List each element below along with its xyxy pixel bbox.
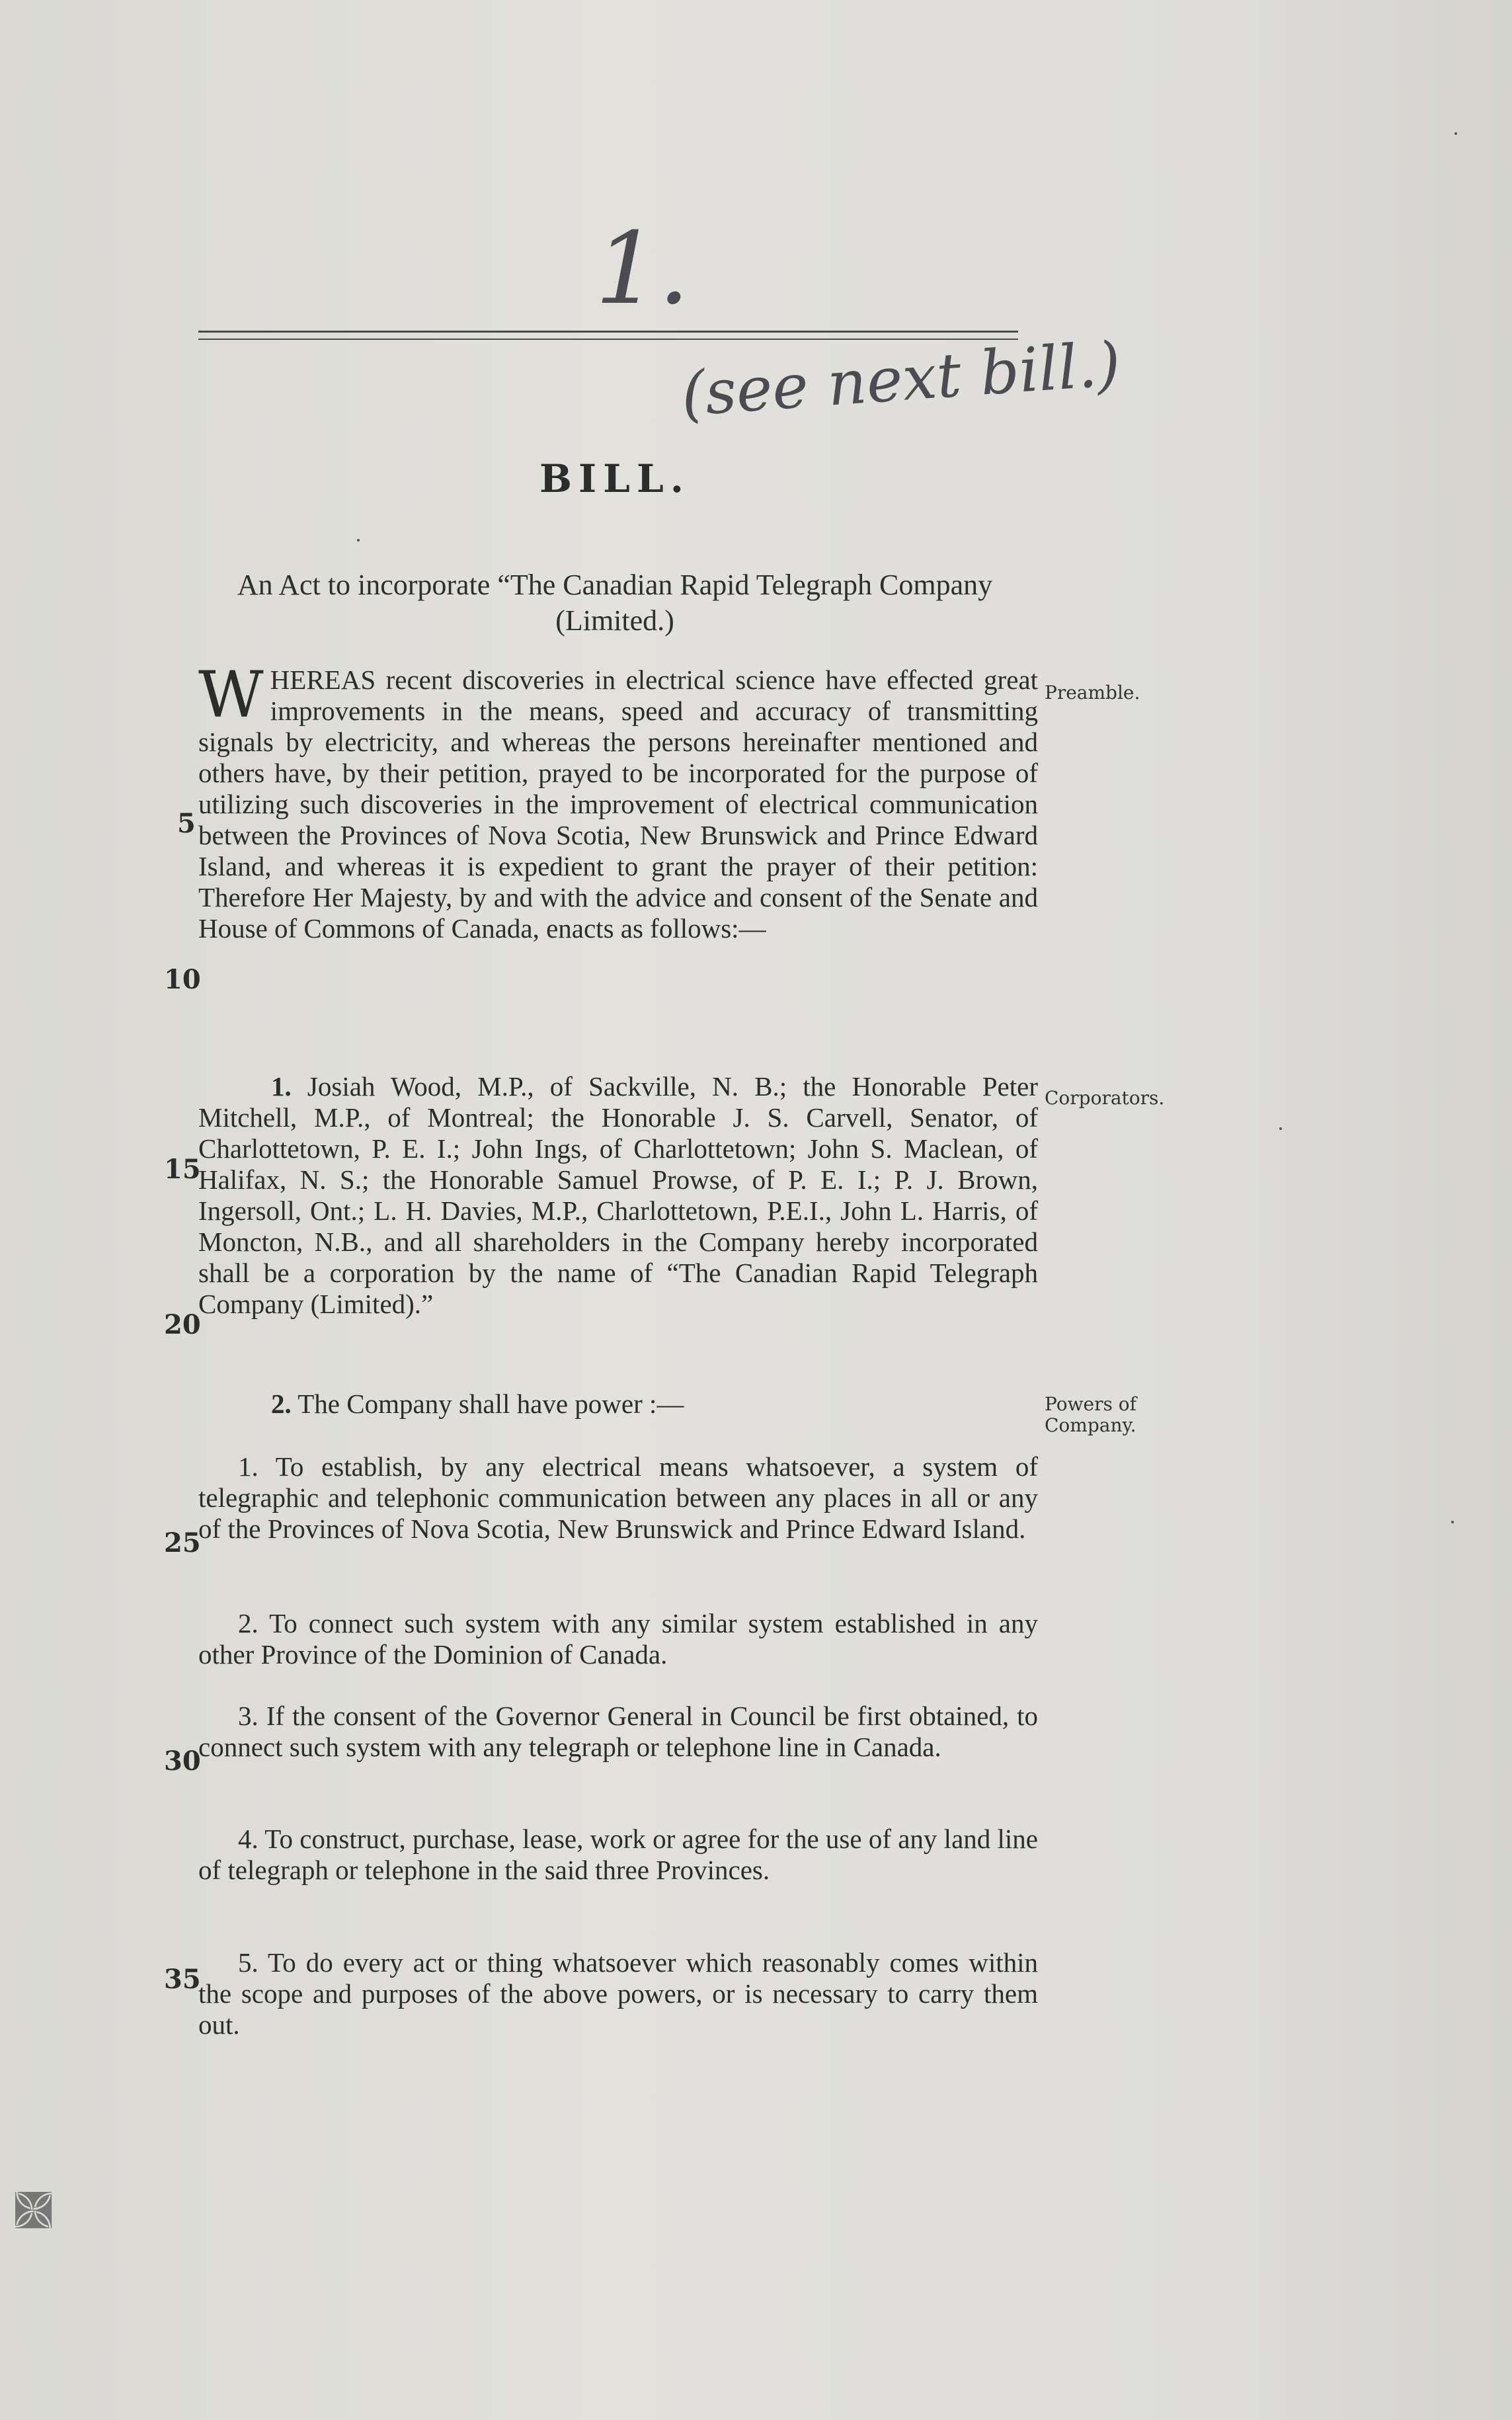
handwritten-note: (see next bill.) bbox=[679, 328, 1123, 430]
paper-speck bbox=[1451, 1521, 1454, 1523]
section-1-text: Josiah Wood, M.P., of Sackville, N. B.; the Honorable Peter Mitchell, M.P., of Montreal; the Honorable J. S. Carvell, Senator, of Charlottetown, P. E. I.; John Ings, of Charlottetown; John S. Maclean, of Halifax, N. S.; the Honorable Samuel Prowse, of P. E. I.; P. J. Brown, Ingersoll, Ont.; L. H. Davies, M.P., Charlottetown, P.E.I., John L. Harris, of Moncton, N.B., and all shareholders in the Company hereby incorporated shall be a corporation by the name of “The Canadian Rapid Telegraph Company (Limited).” bbox=[198, 1071, 1038, 1319]
preamble-paragraph bbox=[198, 658, 1038, 944]
handwritten-number: 1. bbox=[595, 212, 690, 327]
preamble-dropcap: W bbox=[198, 658, 264, 732]
paper-speck bbox=[1279, 1127, 1282, 1130]
line-number-25: 25 bbox=[164, 1527, 201, 1558]
margin-note-powers-line1: Powers of bbox=[1045, 1393, 1136, 1415]
power-item-5: 5. To do every act or thing whatsoever which reasonably comes within the scope and purposes of the above powers, or is necessary to carry them out. bbox=[198, 1947, 1038, 2040]
line-number-15: 15 bbox=[164, 1154, 201, 1185]
paper-speck bbox=[1454, 132, 1457, 135]
edge-mark-icon: 🙫 bbox=[13, 2188, 54, 2234]
paper-speck bbox=[357, 539, 360, 542]
line-number-5: 5 bbox=[177, 808, 196, 839]
line-number-30: 30 bbox=[164, 1746, 201, 1777]
margin-note-powers-line2: Company. bbox=[1045, 1414, 1136, 1436]
power-item-4: 4. To construct, purchase, lease, work or agree for the use of any land line of telegraph or telephone in the said three Provinces. bbox=[198, 1824, 1039, 1885]
section-2-paragraph bbox=[198, 1389, 1038, 1420]
section-1-number: 1. bbox=[271, 1071, 292, 1102]
power-item-2: 2. To connect such system with any similar system established in any other Province of the Dominion of Canada. bbox=[198, 1608, 1038, 1670]
preamble-text: HEREAS recent discoveries in electrical science have effected great improvements in the means, speed and accuracy of transmitting signals by electricity, and whereas the persons hereinafter mentioned and others have, by their petition, prayed to be incorporated for the purpose of utilizing such discoveries in the improvement of electrical communication between the Provinces of Nova Scotia, New Brunswick and Prince Edward Island, and whereas it is expedient to grant the prayer of their petition: Therefore Her Majesty, by and with the advice and consent of the Senate and House of Commons of Canada, enacts as follows:— bbox=[198, 665, 1038, 944]
bill-title: BILL. bbox=[539, 456, 690, 501]
margin-note-preamble: Preamble. bbox=[1045, 682, 1140, 704]
top-rule bbox=[198, 331, 1018, 333]
margin-note-corporators: Corporators. bbox=[1045, 1087, 1165, 1109]
act-subtitle: An Act to incorporate “The Canadian Rapid Telegraph Company (Limited.) bbox=[237, 569, 993, 637]
section-1-paragraph bbox=[198, 1071, 1038, 1320]
power-item-1: 1. To establish, by any electrical means whatsoever, a system of telegraphic and telephonic communication between any places in all or any of the Provinces of Nova Scotia, New Brunswick and Prince Edward Island. bbox=[198, 1451, 1038, 1544]
line-number-10: 10 bbox=[164, 964, 201, 995]
top-rule-secondary bbox=[198, 339, 1018, 340]
line-number-35: 35 bbox=[164, 1964, 201, 1995]
power-item-3: 3. If the consent of the Governor General in Council be first obtained, to connect such system with any telegraph or telephone line in Canada. bbox=[198, 1701, 1038, 1762]
line-number-20: 20 bbox=[164, 1309, 201, 1340]
section-2-text: The Company shall have power :— bbox=[291, 1389, 684, 1419]
margin-note-powers bbox=[1045, 1394, 1136, 1436]
section-2-number: 2. bbox=[271, 1389, 292, 1419]
